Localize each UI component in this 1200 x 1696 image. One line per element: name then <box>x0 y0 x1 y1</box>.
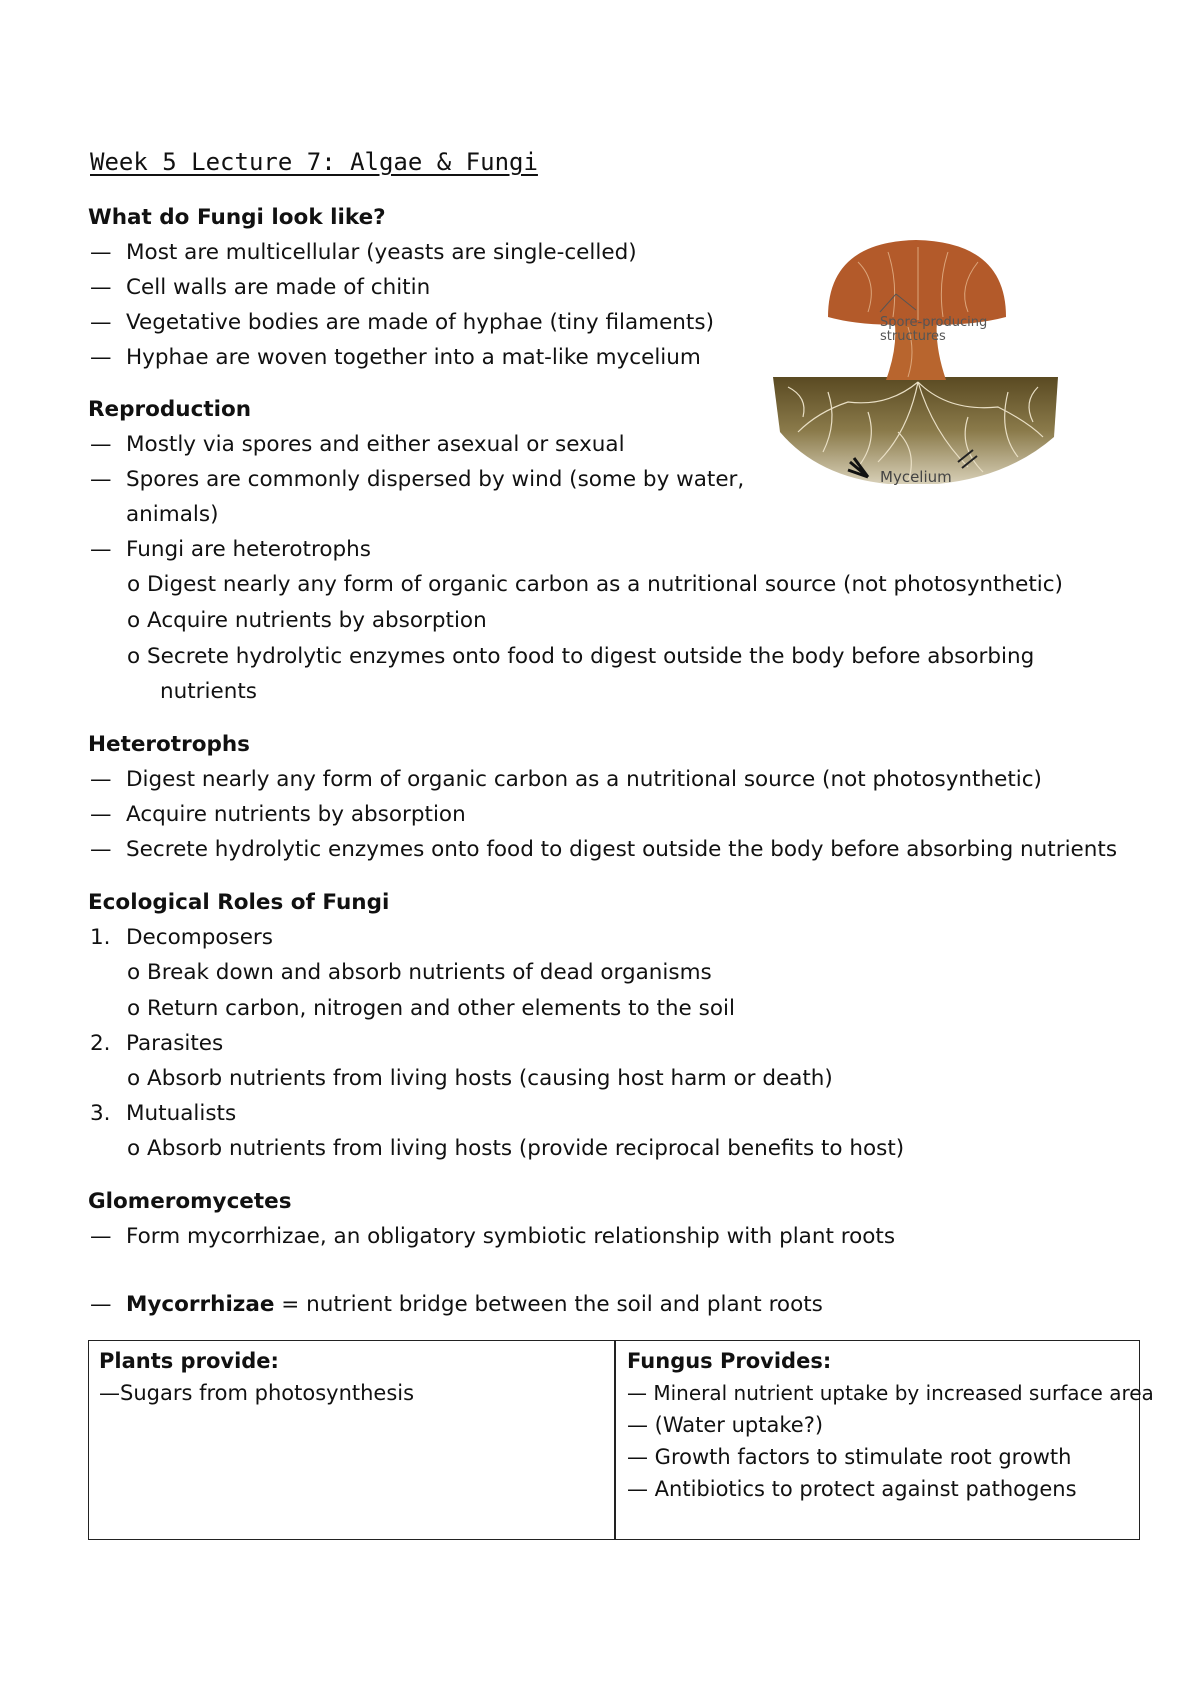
list-item: — Fungi are heterotrophs <box>90 537 371 562</box>
mushroom-mycelium-figure <box>768 232 1068 532</box>
sub-list-item: o Absorb nutrients from living hosts (causing host harm or death) <box>127 1066 833 1091</box>
sub-list-item-continuation: nutrients <box>160 679 257 704</box>
table-header-fungus: Fungus Provides: <box>627 1349 832 1373</box>
mycelium-label: Mycelium <box>880 468 952 486</box>
provides-table <box>88 1340 1154 1540</box>
list-item: — Digest nearly any form of organic carbon as a nutritional source (not photosynthetic) <box>90 767 1042 792</box>
sub-list-item: o Absorb nutrients from living hosts (provide reciprocal benefits to host) <box>127 1136 905 1161</box>
spore-label-2: structures <box>880 329 946 344</box>
list-item: — Spores are commonly dispersed by wind (some by water, <box>90 467 745 492</box>
list-item: — Mostly via spores and either asexual or sexual <box>90 432 625 457</box>
list-item: — Acquire nutrients by absorption <box>90 802 466 827</box>
sub-list-item: o Secrete hydrolytic enzymes onto food to digest outside the body before absorbing <box>127 644 1035 669</box>
section-heading-look: What do Fungi look like? <box>88 205 386 230</box>
numbered-item: 2. Parasites <box>90 1031 224 1056</box>
section-heading-heterotrophs: Heterotrophs <box>88 732 250 757</box>
sub-list-item: o Acquire nutrients by absorption <box>127 608 487 633</box>
sub-list-item: o Return carbon, nitrogen and other elements to the soil <box>127 996 735 1021</box>
section-heading-glomeromycetes: Glomeromycetes <box>88 1189 292 1214</box>
list-item-continuation: animals) <box>126 502 219 527</box>
list-item: — Hyphae are woven together into a mat-like mycelium <box>90 345 701 370</box>
list-item: — Cell walls are made of chitin <box>90 275 431 300</box>
numbered-item: 1. Decomposers <box>90 925 273 950</box>
list-item: — Most are multicellular (yeasts are single-celled) <box>90 240 637 265</box>
table-header-plants: Plants provide: <box>99 1349 279 1373</box>
section-heading-roles: Ecological Roles of Fungi <box>88 890 390 915</box>
list-item: — Secrete hydrolytic enzymes onto food to digest outside the body before absorbing nutrients <box>90 837 1118 862</box>
numbered-item: 3. Mutualists <box>90 1101 237 1126</box>
section-heading-reproduction: Reproduction <box>88 397 252 422</box>
table-cell: — Antibiotics to protect against pathogens <box>627 1477 1077 1501</box>
list-item: — Vegetative bodies are made of hyphae (tiny filaments) <box>90 310 714 335</box>
spore-label: Spore-producing <box>880 315 988 330</box>
table-cell: — (Water uptake?) <box>627 1413 824 1437</box>
sub-list-item: o Digest nearly any form of organic carbon as a nutritional source (not photosynthetic) <box>127 572 1063 597</box>
table-cell: —Sugars from photosynthesis <box>99 1381 415 1405</box>
mushroom-cap <box>828 240 1006 325</box>
page-title: Week 5 Lecture 7: Algae & Fungi <box>90 148 538 176</box>
table-cell: — Mineral nutrient uptake by increased surface area <box>627 1381 1154 1405</box>
list-item: — Form mycorrhizae, an obligatory symbiotic relationship with plant roots <box>90 1224 896 1249</box>
sub-list-item: o Break down and absorb nutrients of dead organisms <box>127 960 712 985</box>
table-cell: — Growth factors to stimulate root growth <box>627 1445 1072 1469</box>
list-item: — Mycorrhizae = nutrient bridge between the soil and plant roots <box>90 1292 823 1317</box>
